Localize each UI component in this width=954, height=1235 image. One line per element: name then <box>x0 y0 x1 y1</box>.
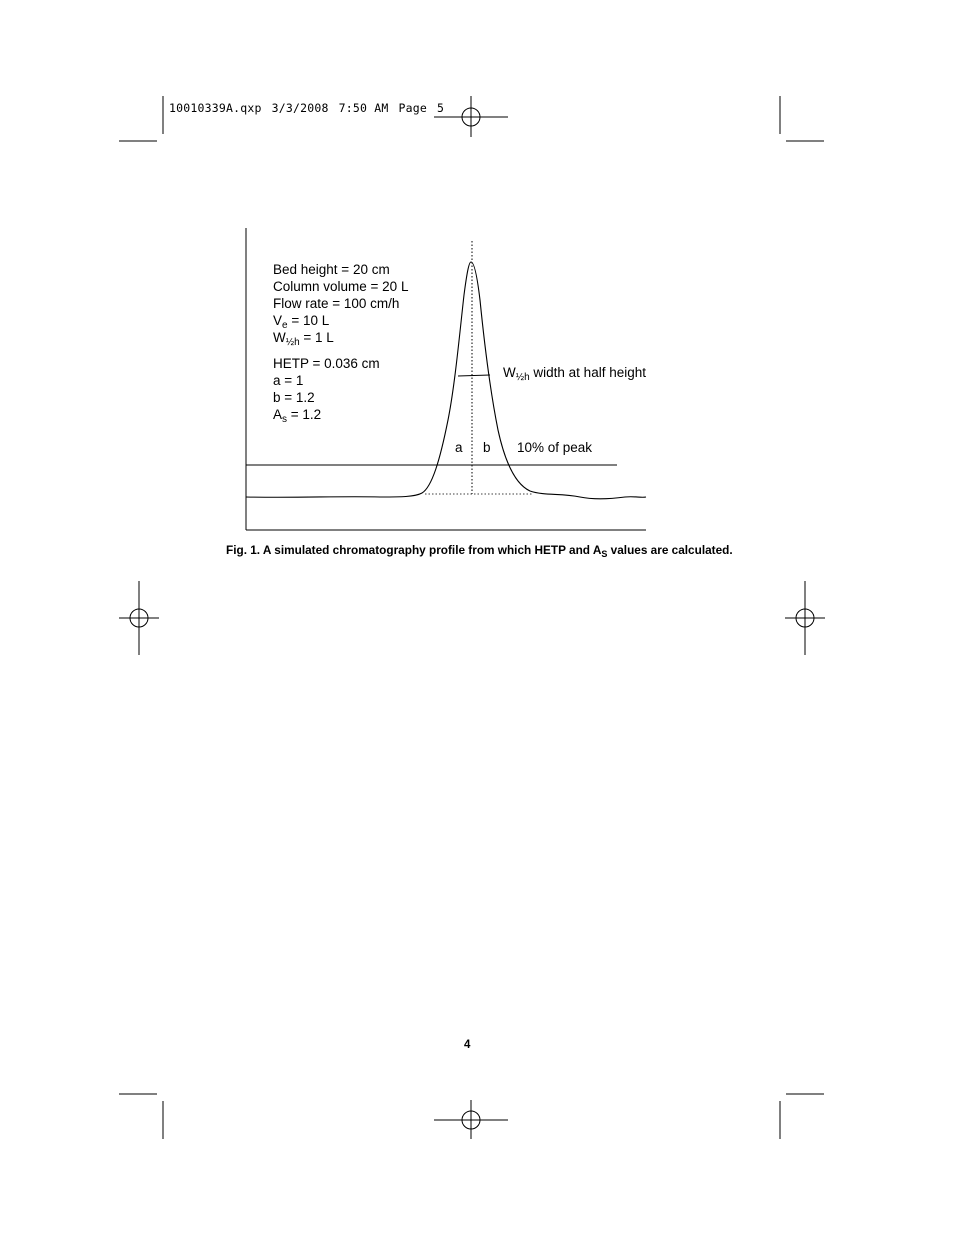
width-label-text: width at half height <box>529 365 646 380</box>
param-w-symbol: W <box>273 330 286 345</box>
param-ve-value: = 10 L <box>287 313 330 328</box>
slug-page-label: Page <box>398 101 427 115</box>
slug-filename: 10010339A.qxp <box>169 101 262 115</box>
slug-time: 7:50 AM <box>338 101 389 115</box>
param-w-half <box>273 329 408 346</box>
half-height-width-line <box>458 375 490 376</box>
param-ve-symbol: V <box>273 313 283 328</box>
param-as-value: = 1.2 <box>287 407 322 422</box>
width-label-symbol: W <box>503 365 516 380</box>
ten-percent-label: 10% of peak <box>517 440 593 455</box>
width-half-height-label <box>503 365 646 383</box>
parameter-list <box>273 261 408 423</box>
label-b: b <box>483 440 491 455</box>
caption-text: Fig. 1. A simulated chromatography profile from which HETP and A <box>226 543 602 557</box>
caption-text-end: values are calculated. <box>607 543 733 557</box>
label-a: a <box>455 440 463 455</box>
slug-date: 3/3/2008 <box>271 101 329 115</box>
slug-page-value: 5 <box>436 101 445 115</box>
param-column-volume: Column volume = 20 L <box>273 279 409 294</box>
param-as-symbol: A <box>273 407 283 422</box>
param-ve <box>273 312 408 329</box>
param-as-subscript: s <box>282 414 288 425</box>
width-label-subscript: ½h <box>515 372 530 383</box>
figure-caption <box>226 541 746 560</box>
param-ve-subscript: e <box>282 320 288 331</box>
param-flow-rate: Flow rate = 100 cm/h <box>273 296 400 311</box>
page-number: 4 <box>464 1039 471 1051</box>
param-hetp: HETP = 0.036 cm <box>273 356 380 371</box>
param-w-subscript: ½h <box>285 337 300 348</box>
param-w-value: = 1 L <box>299 330 334 345</box>
param-a: a = 1 <box>273 373 304 388</box>
param-b: b = 1.2 <box>273 390 315 405</box>
caption-subscript: S <box>601 549 608 559</box>
param-as <box>273 406 408 423</box>
param-bed-height: Bed height = 20 cm <box>273 262 390 277</box>
